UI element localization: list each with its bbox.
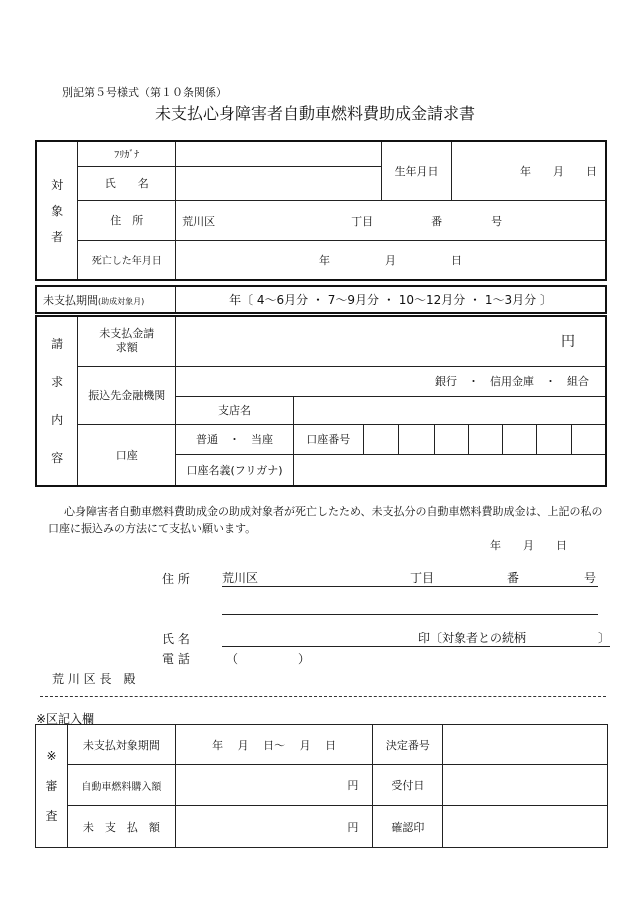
form-number: 別記第５号様式（第１０条関係） bbox=[62, 86, 227, 99]
phone-label: 電 話 bbox=[162, 652, 190, 666]
account-holder-label: 口座名義(フリガナ) bbox=[176, 454, 294, 486]
bank-types[interactable]: 銀行 ・ 信用金庫 ・ 組合 bbox=[176, 366, 606, 396]
statement-text: 心身障害者自動車燃料費助成金の助成対象者が死亡したため、未支払分の自動車燃料費助成金は、上記の私の口座に振込みの方法にて支払い願います。 bbox=[48, 505, 603, 535]
birth-label: 生年月日 bbox=[382, 141, 452, 200]
received-field[interactable] bbox=[443, 765, 608, 806]
address-chome: 丁目 bbox=[351, 214, 374, 228]
account-digit[interactable] bbox=[536, 424, 571, 454]
unpaid-amount-field[interactable] bbox=[175, 806, 373, 848]
account-digit[interactable] bbox=[502, 424, 536, 454]
recipient: 荒 川 区 長 殿 bbox=[52, 672, 136, 686]
purchase-field[interactable] bbox=[175, 765, 373, 806]
applicant-address-ban: 番 bbox=[507, 571, 520, 585]
applicant-address-go: 号 bbox=[584, 571, 597, 585]
unpaid-amount-unit: 円 bbox=[347, 820, 359, 834]
applicant-address-city: 荒川区 bbox=[222, 571, 259, 585]
account-digit[interactable] bbox=[571, 424, 606, 454]
death-date-field[interactable]: 年 月 日 bbox=[176, 240, 606, 280]
office-section-title: ※区記入欄 bbox=[36, 712, 95, 726]
target-person-table bbox=[35, 140, 607, 281]
unpaid-amount-label: 未 支 払 額 bbox=[67, 806, 175, 848]
account-digit[interactable] bbox=[435, 424, 469, 454]
applicant-address-field[interactable] bbox=[222, 569, 598, 587]
seal-relation: 印〔対象者との続柄 〕 bbox=[418, 631, 611, 645]
address-label: 住 所 bbox=[78, 200, 176, 240]
account-holder-field[interactable] bbox=[293, 454, 606, 486]
target-section-label: 対象者 bbox=[36, 141, 78, 280]
applicant-address-label: 住 所 bbox=[162, 572, 190, 586]
decision-field[interactable] bbox=[443, 725, 608, 765]
claim-table bbox=[35, 315, 607, 487]
unpaid-period-value[interactable]: 年〔 4～6月分 ・ 7～9月分 ・ 10～12月分 ・ 1～3月分 〕 bbox=[176, 286, 606, 313]
furigana-label: ﾌﾘｶﾞﾅ bbox=[78, 141, 176, 166]
amount-unit: 円 bbox=[561, 334, 575, 351]
address-ban: 番 bbox=[431, 214, 443, 228]
statement-date[interactable]: 年 月 日 bbox=[490, 539, 567, 552]
account-digit[interactable] bbox=[469, 424, 503, 454]
confirm-field[interactable] bbox=[443, 806, 608, 848]
amount-label: 未支払金請求額 bbox=[78, 316, 176, 366]
office-table bbox=[35, 724, 608, 848]
applicant-address-chome: 丁目 bbox=[410, 571, 435, 585]
furigana-field[interactable] bbox=[176, 141, 382, 166]
account-label: 口座 bbox=[78, 424, 176, 486]
birth-date-field[interactable]: 年 月 日 bbox=[451, 141, 606, 200]
address-go: 号 bbox=[491, 214, 503, 228]
branch-field[interactable] bbox=[293, 396, 606, 424]
period-field[interactable]: 年 月 日～ 月 日 bbox=[175, 725, 373, 765]
received-label: 受付日 bbox=[373, 765, 443, 806]
branch-label: 支店名 bbox=[176, 396, 294, 424]
applicant-name-field[interactable] bbox=[222, 629, 610, 647]
account-type[interactable]: 普通 ・ 当座 bbox=[176, 424, 294, 454]
bank-label: 振込先金融機関 bbox=[78, 366, 176, 424]
claim-section-label: 請求内容 bbox=[36, 316, 78, 486]
purchase-unit: 円 bbox=[347, 779, 359, 792]
account-digit[interactable] bbox=[399, 424, 435, 454]
unpaid-period-table bbox=[35, 285, 607, 314]
death-label: 死亡した年月日 bbox=[78, 240, 176, 280]
amount-field[interactable] bbox=[176, 316, 606, 366]
page-title: 未支払心身障害者自動車燃料費助成金請求書 bbox=[154, 104, 475, 123]
address-city: 荒川区 bbox=[182, 214, 216, 228]
unpaid-period-label: 未支払期間(助成対象月) bbox=[36, 286, 176, 313]
account-number-label: 口座番号 bbox=[293, 424, 363, 454]
review-label: ※審査 bbox=[36, 725, 68, 848]
confirm-label: 確認印 bbox=[373, 806, 443, 848]
phone-field[interactable]: （ ） bbox=[226, 652, 311, 666]
account-digit[interactable] bbox=[363, 424, 399, 454]
purchase-label: 自動車燃料購入額 bbox=[67, 765, 175, 806]
address-field[interactable] bbox=[176, 200, 606, 240]
decision-label: 決定番号 bbox=[373, 725, 443, 765]
period-label: 未支払対象期間 bbox=[67, 725, 175, 765]
applicant-name-label: 氏 名 bbox=[162, 632, 190, 646]
name-label: 氏 名 bbox=[78, 166, 176, 200]
name-field[interactable] bbox=[176, 166, 382, 200]
separator-line bbox=[40, 696, 606, 697]
applicant-address-line2[interactable] bbox=[222, 598, 598, 615]
